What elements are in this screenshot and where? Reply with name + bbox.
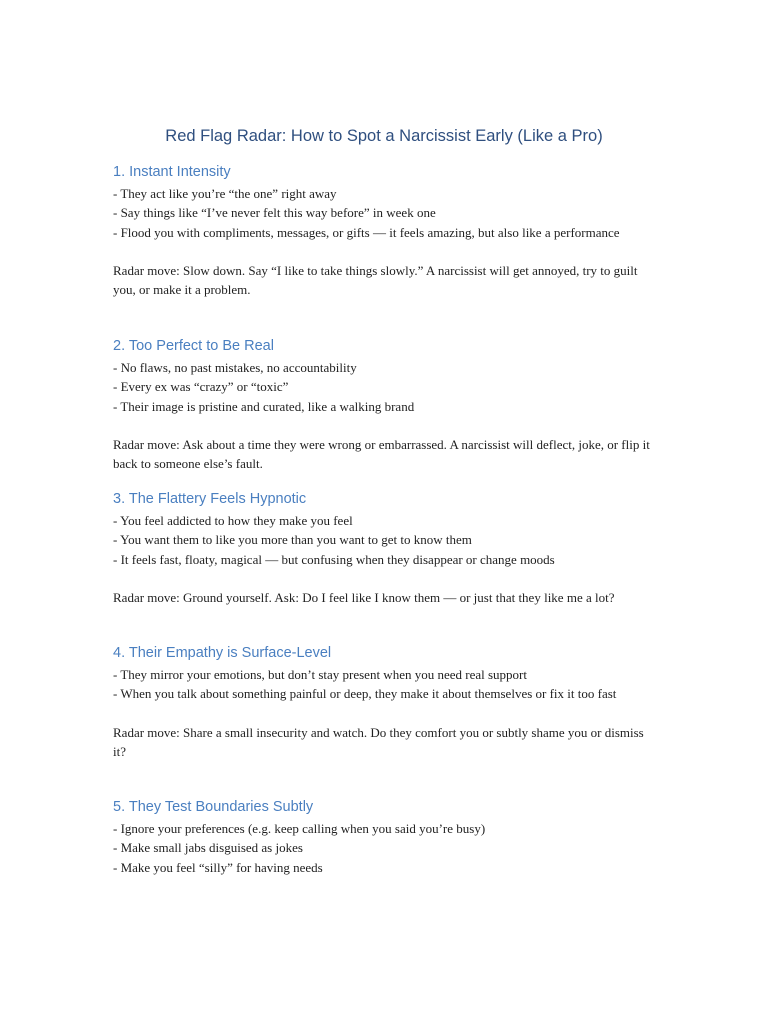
document-title: Red Flag Radar: How to Spot a Narcissist Early (Like a Pro) (165, 127, 603, 145)
section-heading: 4. Their Empathy is Surface-Level (113, 645, 332, 661)
section-heading: 3. The Flattery Feels Hypnotic (113, 491, 307, 507)
section-heading: 1. Instant Intensity (113, 164, 231, 180)
section-heading: 5. They Test Boundaries Subtly (113, 799, 314, 815)
bullet-list (113, 819, 658, 877)
list-item: - Say things like “I’ve never felt this way before” in week one (113, 205, 436, 221)
section-instant-intensity (113, 162, 658, 299)
bullet-list (113, 184, 658, 242)
radar-move: Radar move: Share a small insecurity and watch. Do they comfort you or subtly shame you or dismiss it? (113, 724, 644, 759)
section-flattery (113, 489, 658, 607)
list-item: - Flood you with compliments, messages, or gifts — it feels amazing, but also like a performance (113, 224, 620, 240)
list-item: - They mirror your emotions, but don’t stay present when you need real support (113, 667, 527, 682)
section-boundaries (113, 797, 658, 877)
list-item: - They act like you’re “the one” right away (113, 186, 337, 201)
list-item: - Ignore your preferences (e.g. keep calling when you said you’re busy) (113, 821, 486, 836)
section-empathy (113, 643, 658, 761)
bullet-list (113, 358, 658, 416)
section-too-perfect (113, 336, 658, 473)
list-item: - Every ex was “crazy” or “toxic” (113, 379, 289, 395)
list-item: - It feels fast, floaty, magical — but confusing when they disappear or change moods (113, 551, 555, 567)
list-item: - Make you feel “silly” for having needs (113, 859, 323, 875)
list-item: - You want them to like you more than you want to get to know them (113, 532, 472, 548)
bullet-list (113, 665, 658, 704)
radar-move: Radar move: Slow down. Say “I like to take things slowly.” A narcissist will get annoyed, try to guilt you, or make it a problem. (113, 262, 638, 298)
list-item: - When you talk about something painful or deep, they make it about themselves or fix it too fast (113, 686, 617, 702)
section-heading: 2. Too Perfect to Be Real (113, 338, 274, 354)
list-item: - Their image is pristine and curated, like a walking brand (113, 398, 415, 414)
bullet-list (113, 511, 658, 569)
list-item: - No flaws, no past mistakes, no accountability (113, 360, 357, 375)
list-item: - Make small jabs disguised as jokes (113, 840, 303, 856)
radar-move: Radar move: Ground yourself. Ask: Do I feel like I know them — or just that they like me a lot? (113, 589, 615, 605)
radar-move: Radar move: Ask about a time they were wrong or embarrassed. A narcissist will deflect, joke, or flip it back to someone else’s fault. (113, 436, 650, 472)
list-item: - You feel addicted to how they make you feel (113, 513, 353, 528)
